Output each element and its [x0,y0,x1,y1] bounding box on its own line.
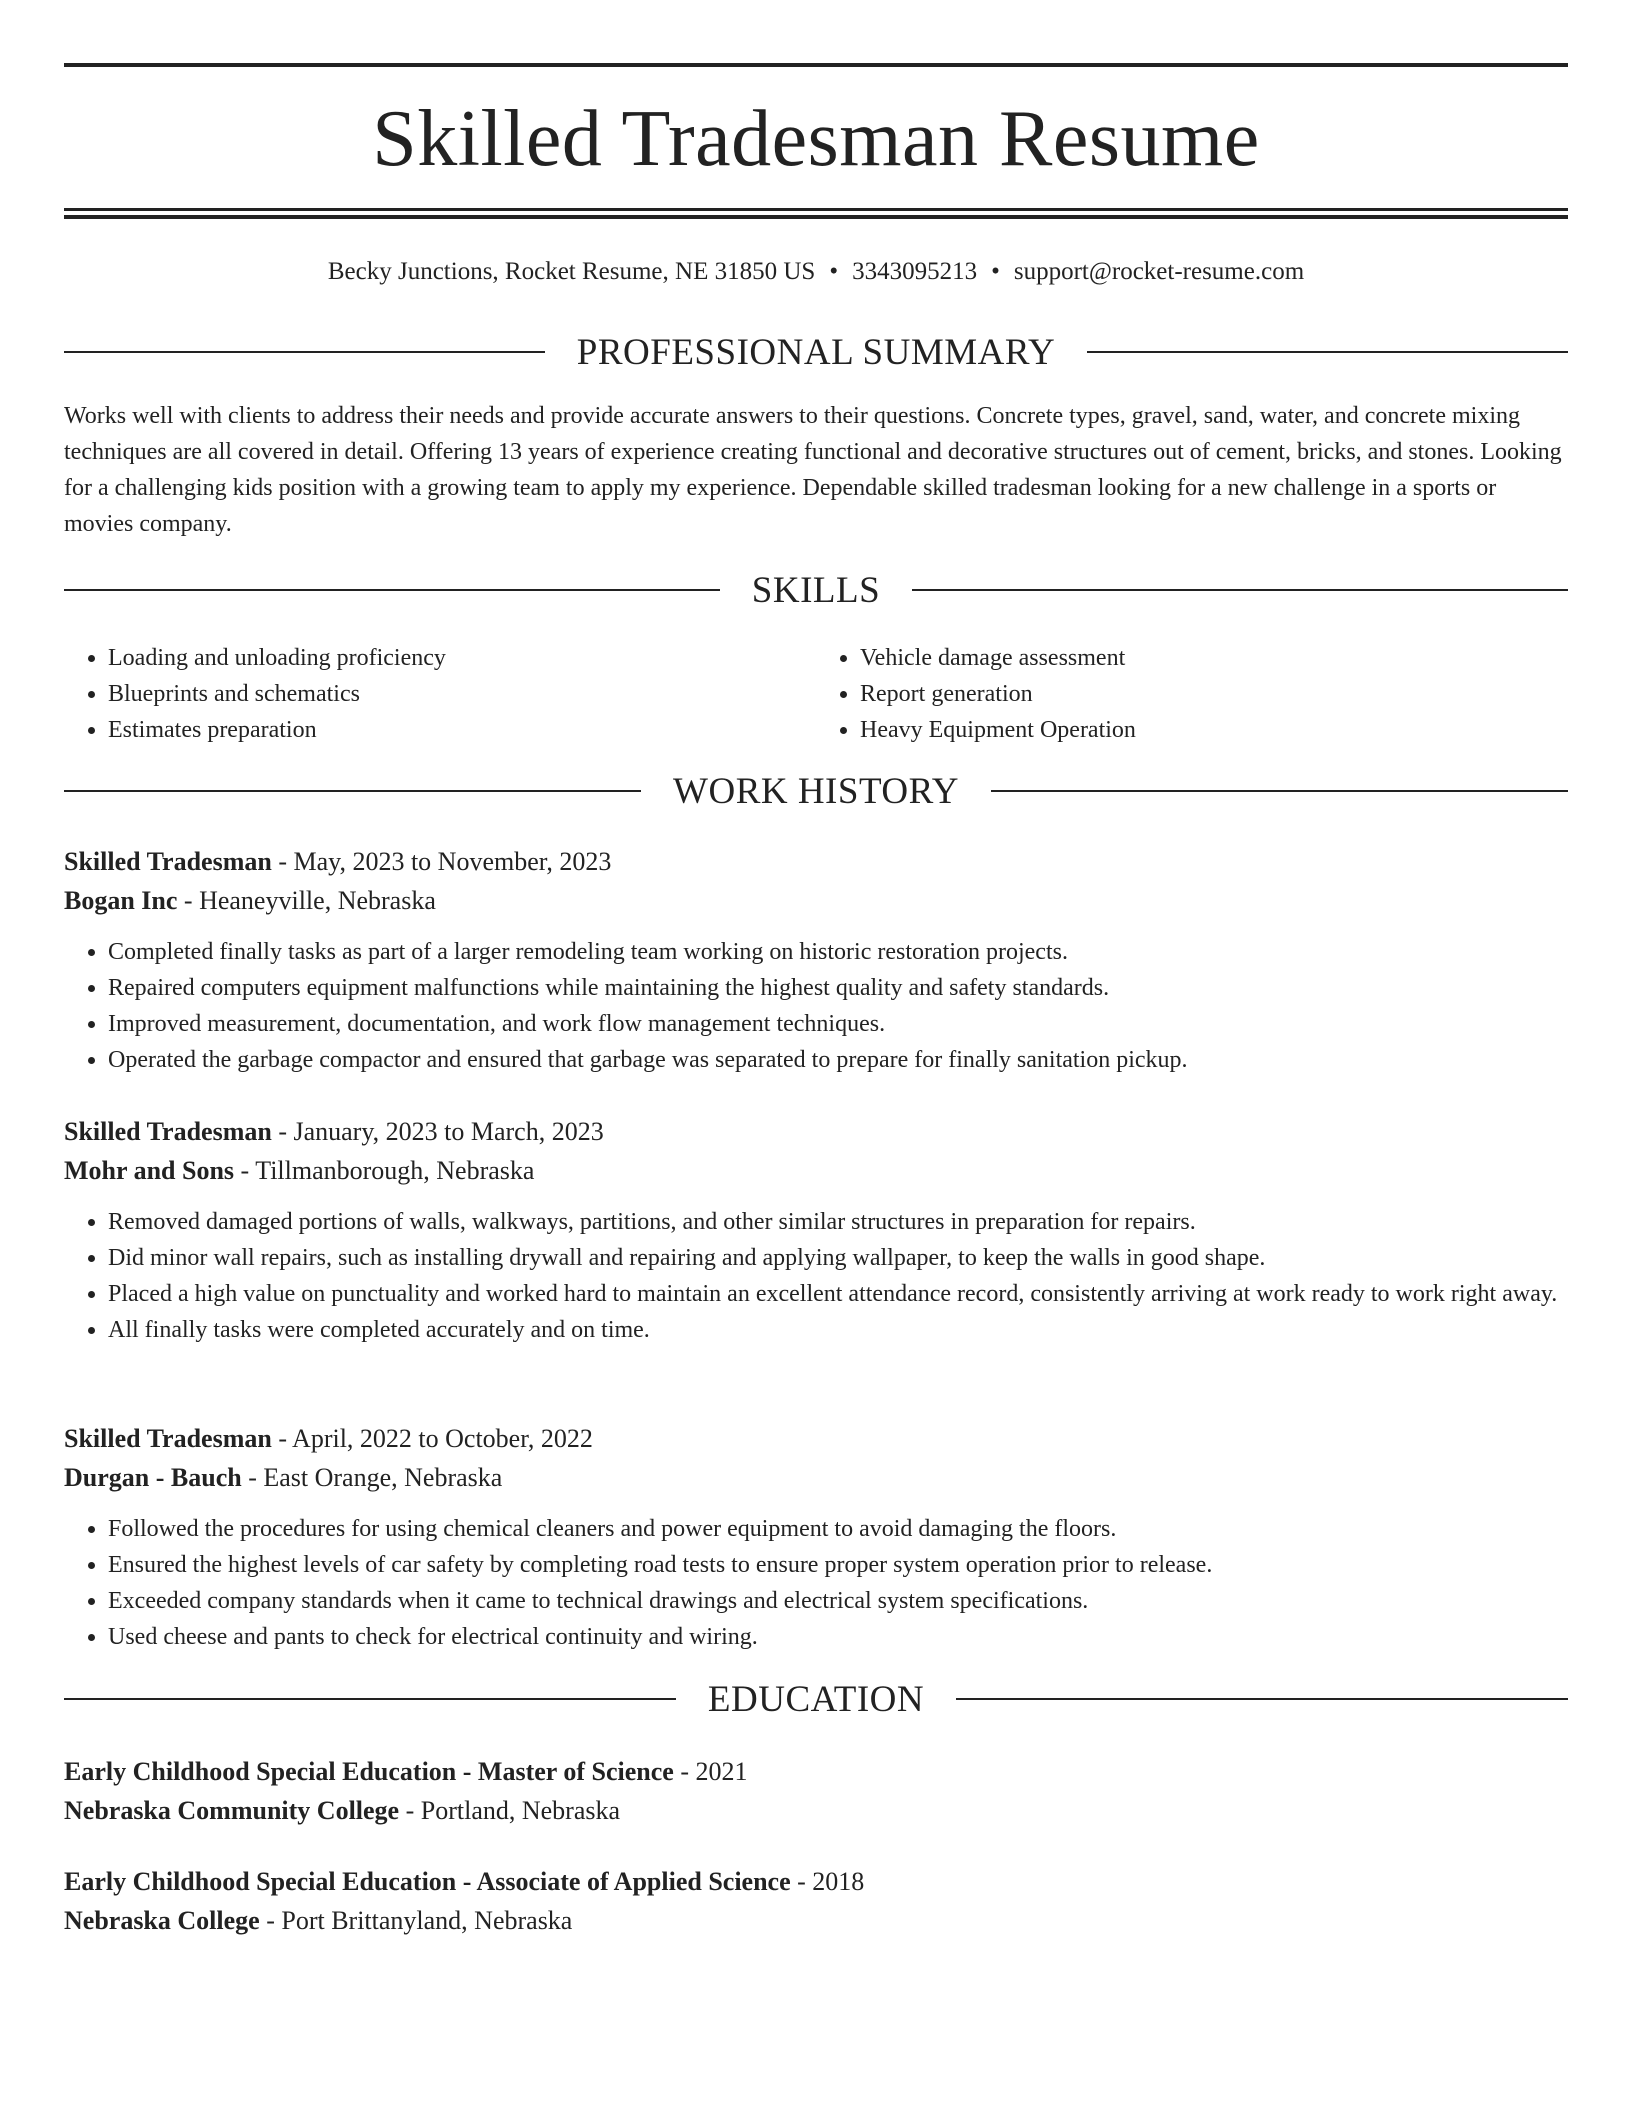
education-entry [64,1862,1568,1940]
section-title-education: EDUCATION [707,1678,925,1720]
job-title: Skilled Tradesman [64,847,272,876]
section-title-skills: SKILLS [751,569,881,611]
job-title: Skilled Tradesman [64,1424,272,1453]
section-rule-right [956,1698,1568,1700]
job-title: Skilled Tradesman [64,1117,272,1146]
job-company: Mohr and Sons [64,1156,235,1185]
job-bullet: • Placed a high value on punctuality and worked hard to maintain an excellent attendance record, consistently arriving at work ready to work right away. [108,1276,1568,1312]
job-bullet: • Completed finally tasks as part of a larger remodeling team working on historic restoration projects. [108,934,1568,970]
job-entry [64,842,1568,1078]
education-school-line [64,1791,1568,1830]
education-degree: Early Childhood Special Education - Associate of Applied Science [64,1867,791,1896]
section-rule-right [991,790,1568,792]
skill-item: • Blueprints and schematics [108,676,816,712]
job-company-line [64,1151,1568,1190]
job-bullet: • Exceeded company standards when it came to technical drawings and electrical system specifications. [108,1583,1568,1619]
contact-separator: • [991,258,1000,285]
job-dates: - January, 2023 to March, 2023 [271,1117,604,1146]
job-bullet: • Repaired computers equipment malfunctions while maintaining the highest quality and safety standards. [108,970,1568,1006]
job-company-line [64,1458,1568,1497]
top-rule [64,63,1568,67]
job-entry [64,1419,1568,1655]
section-header-work [64,766,1568,816]
skill-item: • Heavy Equipment Operation [860,712,1568,748]
section-rule-right [912,589,1568,591]
section-header-summary [64,327,1568,377]
job-company: Durgan - Bauch [64,1463,242,1492]
section-rule-left [64,351,545,353]
job-bullet: • Removed damaged portions of walls, walkways, partitions, and other similar structures in preparation for repairs. [108,1204,1568,1240]
job-bullet: • Did minor wall repairs, such as installing drywall and repairing and applying wallpaper, to keep the walls in good shape. [108,1240,1568,1276]
job-bullets [64,1511,1568,1655]
education-school: Nebraska College [64,1906,260,1935]
education-location: - Port Brittanyland, Nebraska [259,1906,573,1935]
job-entry [64,1112,1568,1348]
education-year: - 2018 [790,1867,865,1896]
skills-list [64,640,1568,748]
education-degree: Early Childhood Special Education - Master of Science [64,1757,674,1786]
contact-address: Becky Junctions, Rocket Resume, NE 31850 US [327,258,816,285]
contact-phone: 3343095213 [852,258,978,285]
job-location: - Tillmanborough, Nebraska [234,1156,535,1185]
job-bullet: • Ensured the highest levels of car safety by completing road tests to ensure proper system operation prior to release. [108,1547,1568,1583]
job-bullet: • Followed the procedures for using chemical cleaners and power equipment to avoid damaging the floors. [108,1511,1568,1547]
job-bullet: • All finally tasks were completed accurately and on time. [108,1312,1568,1348]
job-dates: - April, 2022 to October, 2022 [271,1424,593,1453]
job-location: - Heaneyville, Nebraska [177,886,436,915]
education-school-line [64,1901,1568,1940]
job-company: Bogan Inc [64,886,178,915]
contact-line [64,252,1568,292]
job-title-line [64,1419,1568,1458]
section-rule-left [64,1698,676,1700]
education-degree-line [64,1752,1568,1791]
job-title-line [64,1112,1568,1151]
education-school: Nebraska Community College [64,1796,400,1825]
skills-column-left [64,640,816,748]
education-year: - 2021 [673,1757,748,1786]
section-rule-left [64,790,641,792]
job-bullet: • Improved measurement, documentation, and work flow management techniques. [108,1006,1568,1042]
title-double-rule [64,208,1568,219]
contact-email: support@rocket-resume.com [1013,258,1305,285]
section-header-education [64,1674,1568,1724]
education-degree-line [64,1862,1568,1901]
page-title: Skilled Tradesman Resume [372,95,1260,183]
section-header-skills [64,565,1568,615]
education-entry [64,1752,1568,1830]
section-title-summary: PROFESSIONAL SUMMARY [576,331,1056,373]
job-company-line [64,881,1568,920]
job-bullet: • Used cheese and pants to check for electrical continuity and wiring. [108,1619,1568,1655]
job-location: - East Orange, Nebraska [241,1463,503,1492]
job-bullet: • Operated the garbage compactor and ensured that garbage was separated to prepare for finally sanitation pickup. [108,1042,1568,1078]
job-title-line [64,842,1568,881]
skill-item: • Estimates preparation [108,712,816,748]
job-bullets [64,1204,1568,1348]
job-bullets [64,934,1568,1078]
skill-item: • Vehicle damage assessment [860,640,1568,676]
contact-separator: • [829,258,839,285]
skills-column-right [816,640,1568,748]
section-title-work: WORK HISTORY [673,770,959,812]
section-rule-left [64,589,720,591]
skill-item: • Loading and unloading proficiency [108,640,816,676]
summary-text: Works well with clients to address their needs and provide accurate answers to their questions. Concrete types, gravel, sand, water, and concrete mixing techniques are all covered in detail. Offering 13 years of experience creating functional and decorative structures out of cement, bricks, and stones. Looking for a challenging kids position with a growing team to apply my experience. Dependable skilled tradesman looking for a new challenge in a sports or movies company. [64,403,1562,537]
skill-item: • Report generation [860,676,1568,712]
education-location: - Portland, Nebraska [399,1796,621,1825]
section-rule-right [1087,351,1568,353]
job-dates: - May, 2023 to November, 2023 [271,847,612,876]
